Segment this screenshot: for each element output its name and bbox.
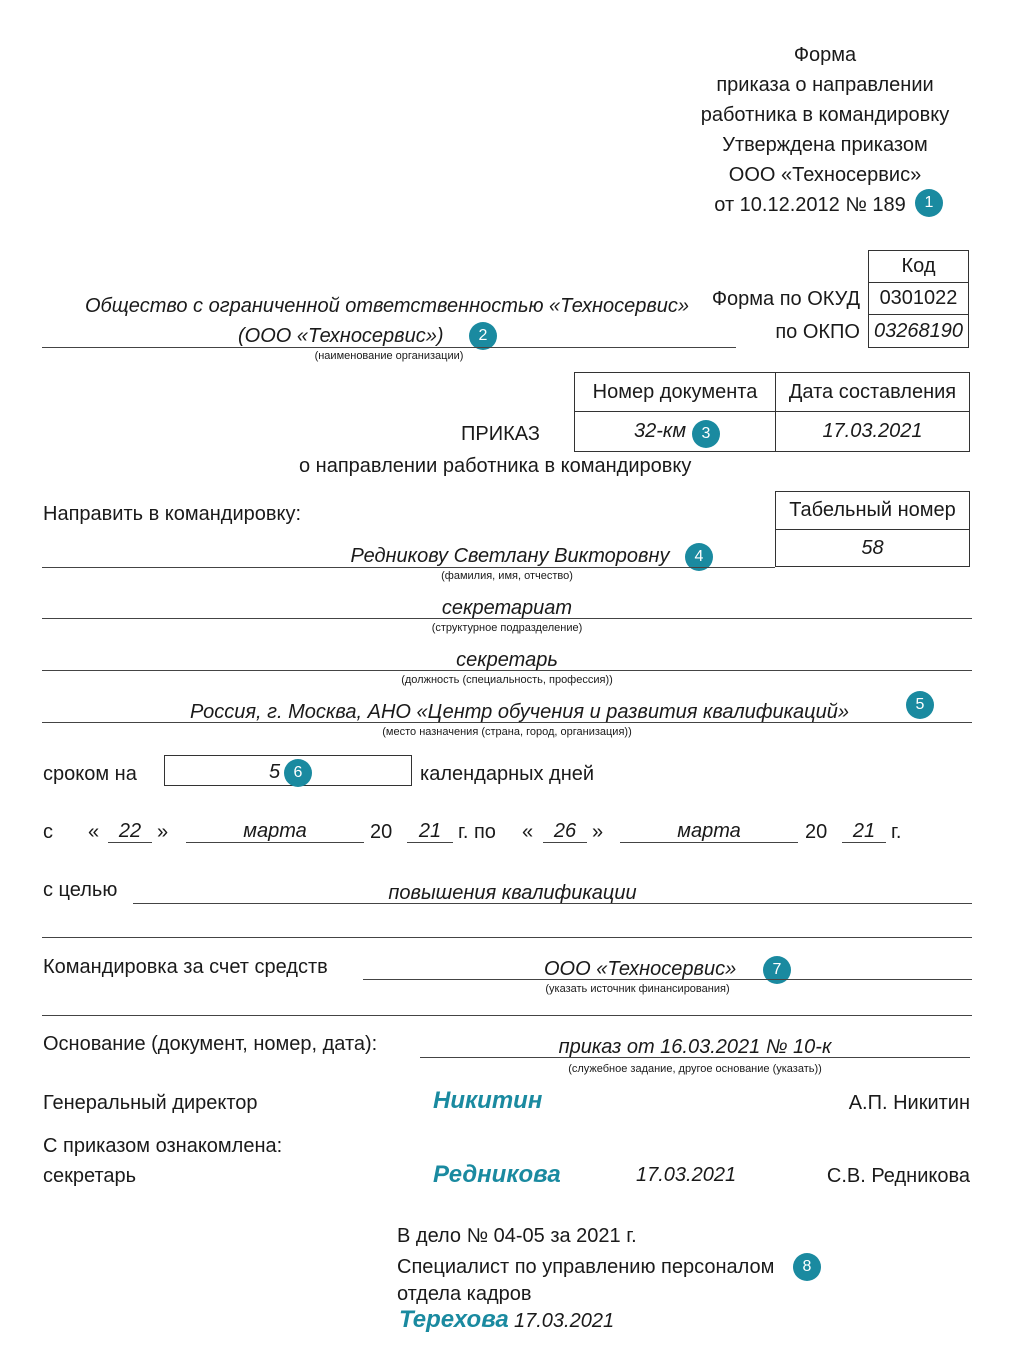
from-open-quote: «: [88, 821, 100, 843]
acquainted-position: секретарь: [43, 1165, 137, 1187]
callout-badge: 3: [692, 420, 720, 448]
name-caption: (фамилия, имя, отчество): [441, 570, 573, 582]
from-close-quote: »: [157, 821, 169, 843]
basis-underline: [420, 1057, 970, 1058]
header-line: ООО «Техносервис»: [728, 164, 922, 186]
header-line: Утверждена приказом: [722, 134, 928, 156]
org-name-line2: (ООО «Техносервис»): [238, 325, 444, 347]
to-close-quote: »: [592, 821, 604, 843]
to-year-prefix: 20: [805, 821, 828, 843]
from-year: 21: [418, 820, 442, 842]
to-year: 21: [852, 820, 876, 842]
to-year-suffix: г.: [891, 821, 902, 843]
org-underline: [42, 347, 736, 348]
funding-caption: (указать источник финансирования): [545, 983, 730, 995]
funding-value: ООО «Техносервис»: [544, 958, 737, 980]
callout-badge: 7: [763, 956, 791, 984]
archive-line3: отдела кадров: [397, 1283, 532, 1305]
to-month: марта: [677, 820, 741, 842]
from-year-prefix: 20: [370, 821, 393, 843]
acquainted-date: 17.03.2021: [636, 1164, 737, 1186]
callout-badge: 8: [793, 1253, 821, 1281]
code-header: Код: [901, 255, 936, 277]
term-label: сроком на: [43, 763, 137, 785]
to-day: 26: [553, 820, 577, 842]
position-value: секретарь: [456, 649, 558, 671]
okud-label: Форма по ОКУД: [711, 288, 860, 310]
okpo-value-cell: [868, 314, 969, 348]
tab-number-header-cell: [775, 491, 970, 530]
doc-date-header: Дата составления: [788, 380, 957, 403]
archive-line1: В дело № 04-05 за 2021 г.: [397, 1225, 637, 1247]
code-header-cell: [868, 250, 969, 283]
okud-value-cell: [868, 282, 969, 315]
header-line: работника в командировку: [700, 104, 950, 126]
director-signature: Никитин: [433, 1087, 543, 1114]
from-day: 22: [118, 820, 142, 842]
purpose-extra-line: [42, 937, 972, 938]
archive-line2: Специалист по управлению персоналом: [397, 1256, 775, 1278]
employee-name: Редникову Светлану Викторовну: [350, 545, 670, 567]
doc-num-value: 32-км: [633, 420, 687, 442]
acquainted-label: С приказом ознакомлена:: [43, 1135, 283, 1157]
callout-badge: 2: [469, 322, 497, 350]
doc-date-header-cell: [775, 372, 970, 412]
archive-date: 17.03.2021: [514, 1310, 615, 1332]
purpose-value: повышения квалификации: [388, 882, 637, 904]
doc-num-header-cell: [574, 372, 776, 412]
purpose-underline: [133, 903, 972, 904]
doc-num-value-cell: [574, 411, 776, 452]
acquainted-name: С.В. Редникова: [826, 1165, 970, 1187]
header-line: от 10.12.2012 № 189: [714, 194, 906, 216]
acquainted-signature: Редникова: [433, 1161, 561, 1188]
funding-underline: [363, 979, 972, 980]
to-label: г. по: [458, 821, 496, 843]
from-year-underline: [407, 842, 453, 843]
doc-title: ПРИКАЗ: [461, 423, 540, 445]
header-line: приказа о направлении: [716, 74, 934, 96]
director-name: А.П. Никитин: [848, 1092, 970, 1114]
okpo-label: по ОКПО: [775, 321, 860, 343]
from-month: марта: [243, 820, 307, 842]
purpose-label: с целью: [43, 879, 118, 901]
send-label: Направить в командировку:: [43, 503, 302, 525]
archive-signature: Терехова: [399, 1306, 509, 1333]
doc-subtitle: о направлении работника в командировку: [299, 455, 692, 477]
destination-caption: (место назначения (страна, город, организация)): [382, 726, 632, 738]
to-year-underline: [842, 842, 886, 843]
from-month-underline: [186, 842, 364, 843]
name-underline: [42, 567, 775, 568]
basis-label: Основание (документ, номер, дата):: [43, 1033, 378, 1055]
callout-badge: 5: [906, 691, 934, 719]
doc-date-value-cell: [775, 411, 970, 452]
basis-value: приказ от 16.03.2021 № 10-к: [558, 1036, 832, 1058]
org-name-line1: Общество с ограниченной ответственностью «Техносервис»: [84, 295, 690, 317]
department-value: секретариат: [441, 597, 573, 619]
position-caption: (должность (специальность, профессия)): [401, 674, 613, 686]
tab-number-header: Табельный номер: [789, 499, 956, 521]
term-value: 5: [269, 761, 281, 783]
from-day-underline: [108, 842, 152, 843]
doc-date-value: 17.03.2021: [822, 420, 923, 442]
callout-badge: 4: [685, 543, 713, 571]
director-title: Генеральный директор: [43, 1092, 258, 1114]
okpo-value: 03268190: [874, 319, 963, 342]
department-underline: [42, 618, 972, 619]
tab-number-value-cell: [775, 529, 970, 567]
doc-num-header: Номер документа: [592, 380, 758, 403]
funding-extra-line: [42, 1015, 972, 1016]
funding-label: Командировка за счет средств: [43, 956, 328, 978]
okud-value: 0301022: [879, 287, 958, 309]
destination-underline: [42, 722, 972, 723]
basis-caption: (служебное задание, другое основание (указать)): [568, 1063, 822, 1075]
header-line: Форма: [793, 44, 857, 66]
to-day-underline: [543, 842, 587, 843]
tab-number-value: 58: [861, 536, 884, 559]
department-caption: (структурное подразделение): [431, 622, 583, 634]
callout-badge: 1: [915, 189, 943, 217]
callout-badge: 6: [284, 759, 312, 787]
date-from-label: с: [43, 821, 53, 843]
to-month-underline: [620, 842, 798, 843]
position-underline: [42, 670, 972, 671]
to-open-quote: «: [522, 821, 534, 843]
destination-value: Россия, г. Москва, АНО «Центр обучения и развития квалификаций»: [190, 701, 849, 723]
org-caption: (наименование организации): [314, 350, 464, 362]
term-suffix: календарных дней: [420, 763, 595, 785]
